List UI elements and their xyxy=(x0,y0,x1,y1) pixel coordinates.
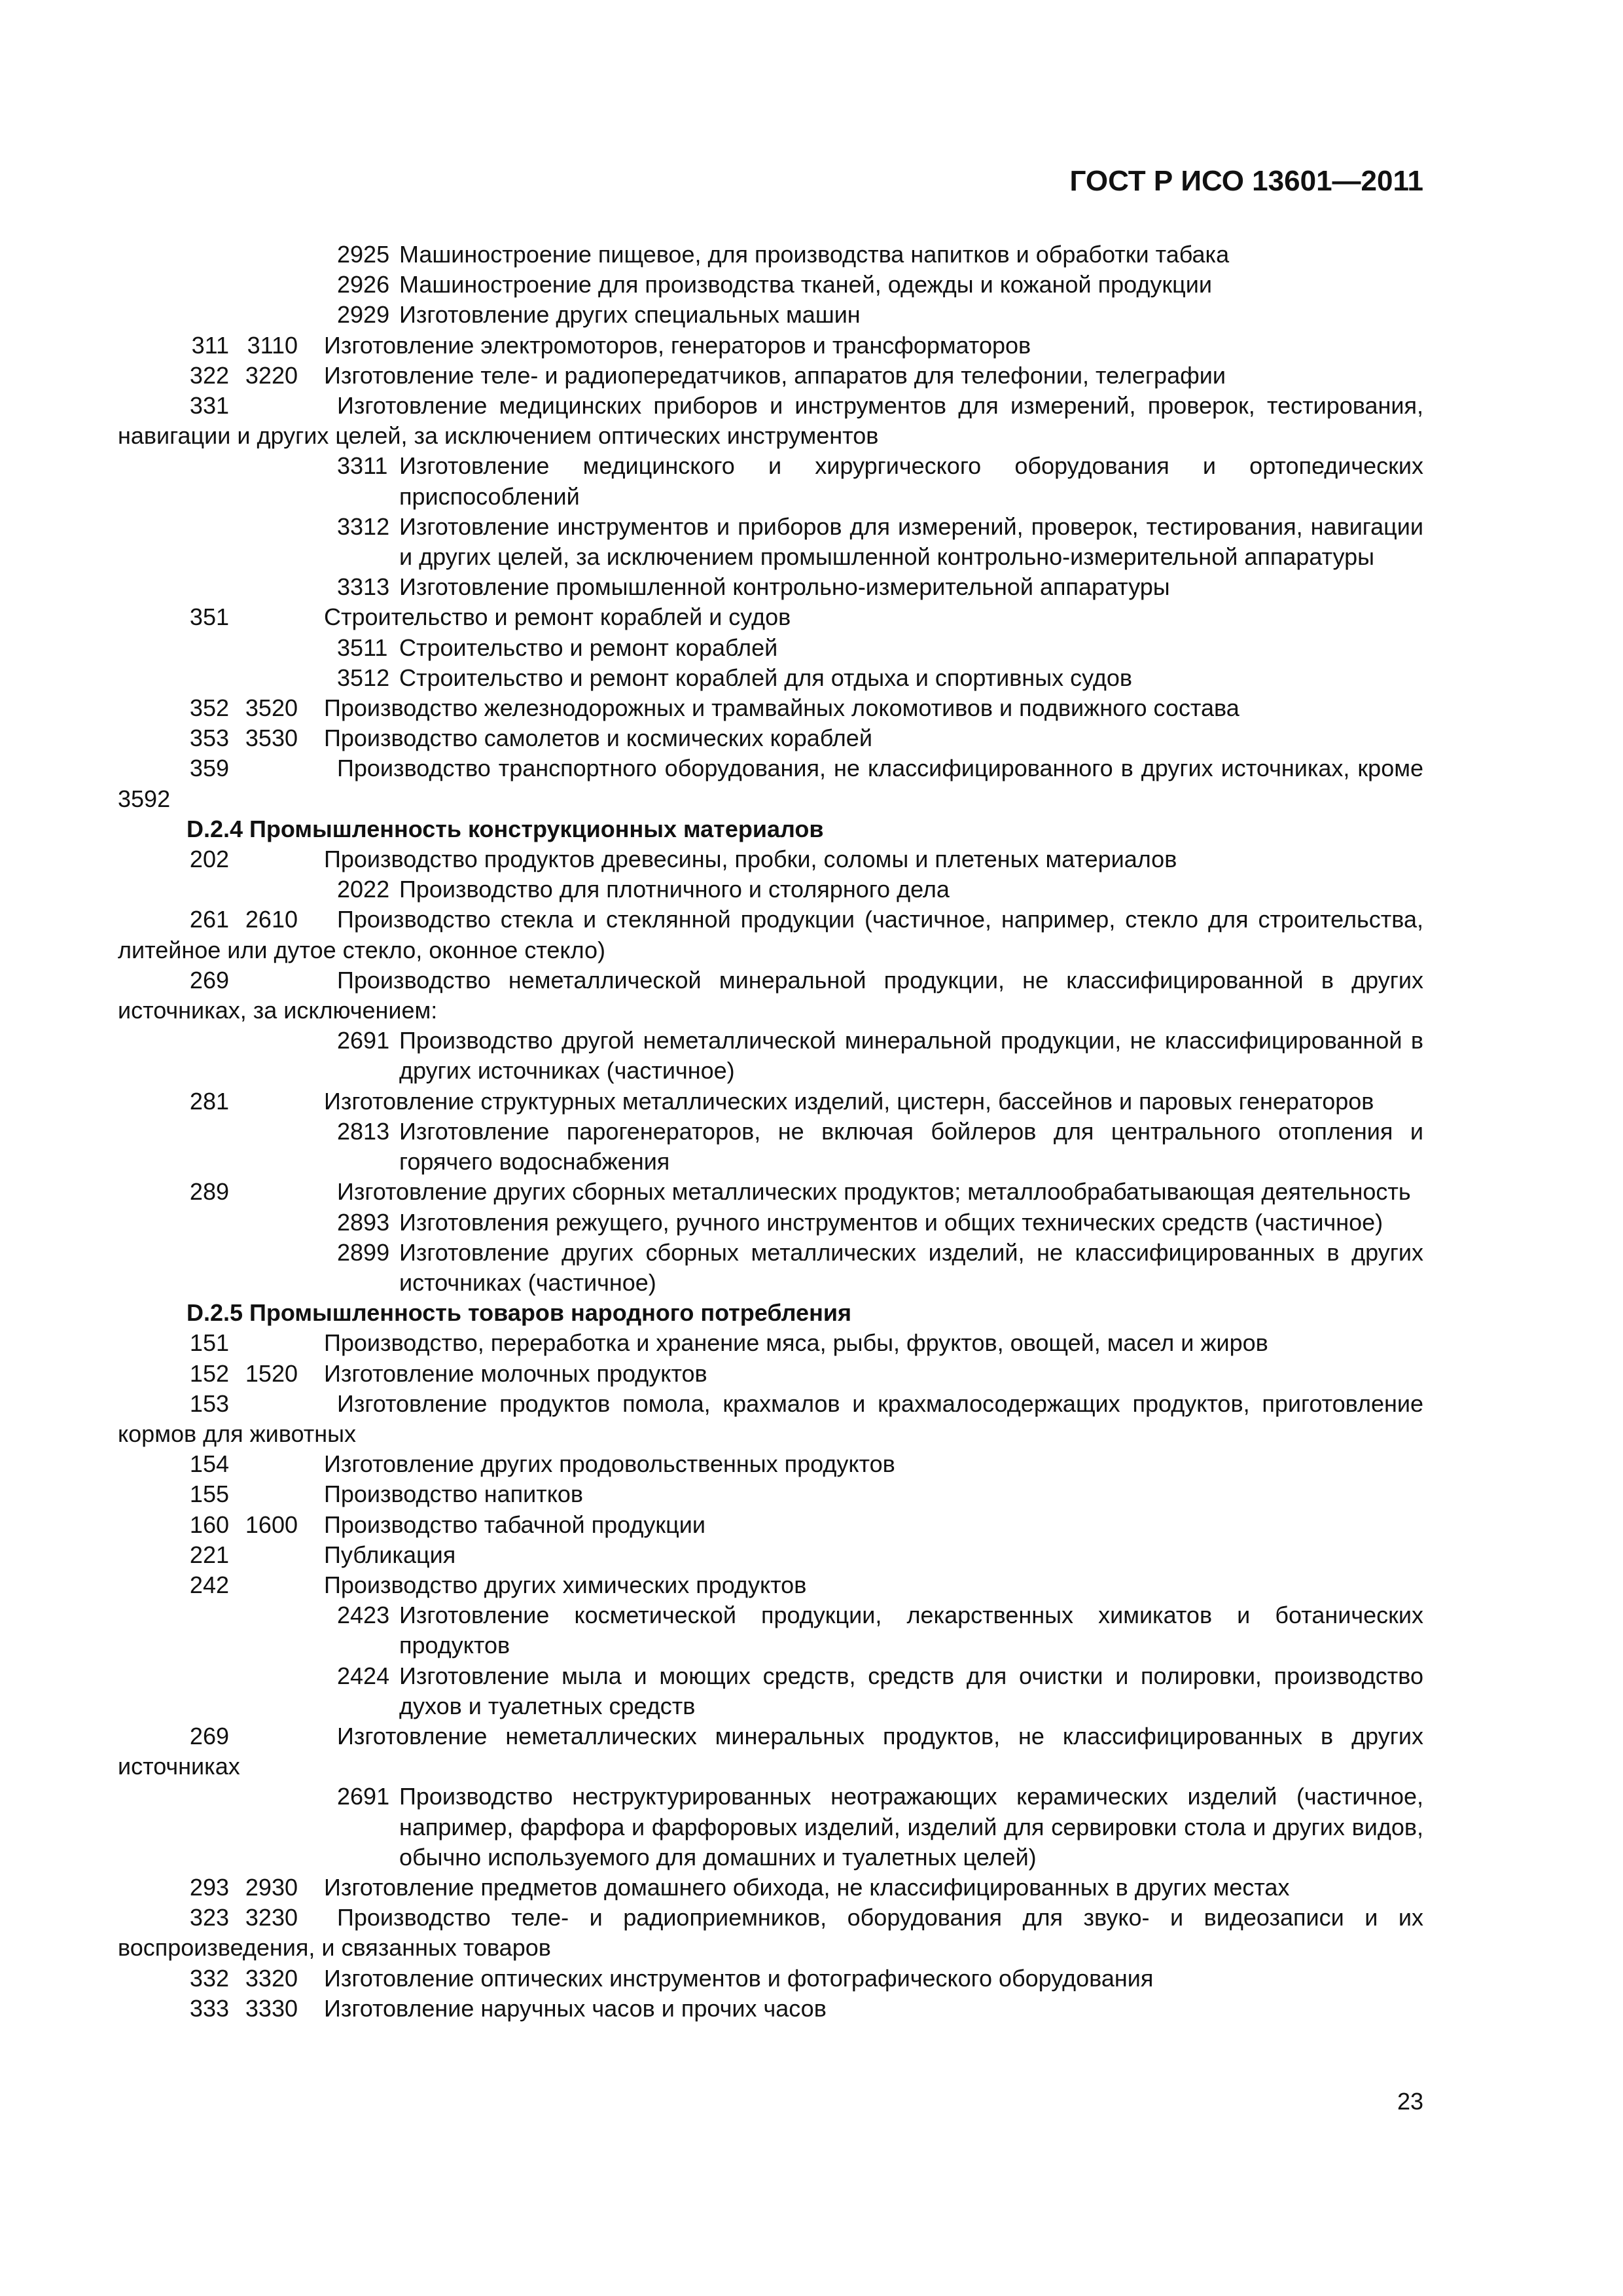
class-text: Изготовление электромоторов, генераторов и трансформаторов xyxy=(324,331,1031,359)
class-subcode xyxy=(229,1086,298,1117)
class-text: Изготовление оптических инструментов и фотографического оборудования xyxy=(324,1964,1154,1992)
subclass-row xyxy=(118,633,1423,663)
class-code: 359 xyxy=(189,755,229,782)
class-text: Производство транспортного оборудования, не классифицированного в других источниках, кроме 3592 xyxy=(118,755,1423,812)
class-text: Изготовление теле- и радиопередатчиков, аппаратов для телефонии, телеграфии xyxy=(324,361,1226,389)
class-row-wrapped xyxy=(118,1389,1423,1449)
subclass-text: Изготовление инструментов и приборов для измерений, проверок, тестирования, навигации и других целей, за исключением промышленной контрольно-измерительной аппаратуры xyxy=(399,512,1423,571)
class-row xyxy=(118,1449,1423,1479)
class-code: 322 xyxy=(189,361,229,389)
class-code: 333 xyxy=(189,1994,229,2022)
subclass-code: 2899 xyxy=(337,1238,390,1266)
class-code: 202 xyxy=(189,846,229,873)
class-subcode xyxy=(229,1479,298,1509)
class-subcode xyxy=(229,602,298,632)
class-text: Производство табачной продукции xyxy=(324,1511,705,1538)
subclass-text: Производство неструктурированных неотражающих керамических изделий (частичное, например, фарфора и фарфоровых изделий, изделий для сервировки стола и других видов, обычно используемого для домашних и туалетных целей) xyxy=(399,1783,1423,1871)
class-code: 221 xyxy=(189,1541,229,1568)
subclass-code: 2925 xyxy=(337,241,390,268)
subclass-row xyxy=(118,1238,1423,1298)
class-text: Производство напитков xyxy=(324,1480,584,1508)
subclass-row xyxy=(118,1661,1423,1721)
class-row-wrapped xyxy=(118,391,1423,451)
class-text: Производство неметаллической минеральной продукции, не классифицированной в других источниках, за исключением: xyxy=(118,966,1423,1024)
subclass-row xyxy=(118,1600,1423,1660)
subclass-text: Производство другой неметаллической минеральной продукции, не классифицированной в других источниках (частичное) xyxy=(399,1027,1423,1085)
classification-list xyxy=(118,240,1423,2024)
subclass-row xyxy=(118,1117,1423,1177)
subclass-code: 2424 xyxy=(337,1662,390,1689)
class-code: 323 xyxy=(189,1904,229,1931)
class-subcode: 2930 xyxy=(245,1873,298,1901)
class-subcode xyxy=(229,844,298,874)
class-row-wrapped xyxy=(118,753,1423,814)
class-row-wrapped xyxy=(118,1177,1423,1207)
class-row-wrapped xyxy=(118,965,1423,1026)
class-row xyxy=(118,723,1423,753)
class-row xyxy=(118,1479,1423,1509)
class-code: 261 xyxy=(189,906,229,933)
class-row xyxy=(118,1994,1423,2024)
subclass-code: 2926 xyxy=(337,271,390,298)
page-number: 23 xyxy=(1397,2088,1423,2115)
class-row xyxy=(118,693,1423,723)
class-code: 160 xyxy=(189,1511,229,1538)
class-text: Строительство и ремонт кораблей и судов xyxy=(324,603,791,631)
class-row xyxy=(118,1359,1423,1389)
class-row xyxy=(118,1570,1423,1600)
subclass-text: Изготовление косметической продукции, лекарственных химикатов и ботанических продуктов xyxy=(399,1602,1423,1659)
subclass-row xyxy=(118,300,1423,330)
class-subcode xyxy=(229,1540,298,1570)
subclass-text: Изготовление других специальных машин xyxy=(399,301,861,329)
class-code: 269 xyxy=(189,966,229,994)
class-subcode: 2610 xyxy=(245,906,298,933)
class-subcode: 3520 xyxy=(245,694,298,722)
class-row xyxy=(118,1510,1423,1540)
class-code: 281 xyxy=(189,1087,229,1115)
class-subcode: 3230 xyxy=(245,1904,298,1931)
class-text: Производство других химических продуктов xyxy=(324,1571,807,1598)
class-text: Публикация xyxy=(324,1541,456,1568)
subclass-code: 3512 xyxy=(337,664,390,691)
subclass-row xyxy=(118,240,1423,270)
class-row xyxy=(118,1540,1423,1570)
subclass-code: 2691 xyxy=(337,1783,390,1810)
subclass-code: 2423 xyxy=(337,1602,390,1629)
subclass-code: 2691 xyxy=(337,1027,390,1054)
class-row xyxy=(118,1328,1423,1358)
class-code: 152 xyxy=(189,1359,229,1387)
subclass-text: Изготовление мыла и моющих средств, средств для очистки и полировки, производство духов и туалетных средств xyxy=(399,1662,1423,1719)
class-row xyxy=(118,1086,1423,1117)
class-subcode: 3320 xyxy=(245,1964,298,1992)
class-text: Изготовление других сборных металлических продуктов; металлообрабатывающая деятельность xyxy=(337,1178,1411,1206)
class-row-wrapped xyxy=(118,905,1423,965)
class-code: 269 xyxy=(189,1722,229,1749)
subclass-text: Изготовление других сборных металлических изделий, не классифицированных в других источниках (частичное) xyxy=(399,1238,1423,1296)
subclass-code: 3312 xyxy=(337,512,390,540)
class-code: 242 xyxy=(189,1571,229,1598)
subclass-text: Производство для плотничного и столярного дела xyxy=(399,876,950,903)
class-code: 289 xyxy=(189,1178,229,1206)
class-subcode: 3220 xyxy=(245,361,298,389)
subclass-code: 2929 xyxy=(337,301,390,329)
class-text: Изготовление наручных часов и прочих часов xyxy=(324,1994,827,2022)
section-heading: D.2.4 Промышленность конструкционных материалов xyxy=(187,815,824,842)
class-code: 332 xyxy=(189,1964,229,1992)
subclass-code: 3511 xyxy=(337,634,388,661)
class-text: Производство железнодорожных и трамвайных локомотивов и подвижного состава xyxy=(324,694,1240,722)
class-text: Изготовление неметаллических минеральных продуктов, не классифицированных в других источниках xyxy=(118,1722,1423,1780)
class-subcode: 1600 xyxy=(245,1511,298,1538)
subclass-text: Изготовление медицинского и хирургического оборудования и ортопедических приспособлений xyxy=(399,452,1423,510)
class-code: 352 xyxy=(189,694,229,722)
class-row xyxy=(118,1964,1423,1994)
class-subcode: 1520 xyxy=(245,1359,298,1387)
class-code: 331 xyxy=(189,392,229,420)
class-code: 155 xyxy=(189,1480,229,1508)
class-code: 353 xyxy=(189,725,229,752)
class-text: Производство, переработка и хранение мяса, рыбы, фруктов, овощей, масел и жиров xyxy=(324,1329,1268,1357)
class-text: Изготовление молочных продуктов xyxy=(324,1359,707,1387)
class-text: Изготовление предметов домашнего обихода, не классифицированных в других местах xyxy=(324,1873,1290,1901)
subclass-row xyxy=(118,572,1423,602)
class-subcode xyxy=(229,1570,298,1600)
class-text: Изготовление структурных металлических изделий, цистерн, бассейнов и паровых генераторов xyxy=(324,1087,1374,1115)
subclass-row xyxy=(118,270,1423,300)
subclass-row xyxy=(118,663,1423,693)
class-row xyxy=(118,331,1423,361)
class-subcode xyxy=(229,1449,298,1479)
class-text: Производство стекла и стеклянной продукции (частичное, например, стекло для строительства, литейное или дутое стекло, оконное стекло) xyxy=(118,906,1423,963)
subclass-row xyxy=(118,874,1423,905)
subclass-text: Изготовление промышленной контрольно-измерительной аппаратуры xyxy=(399,573,1170,601)
class-row xyxy=(118,361,1423,391)
document-header: ГОСТ Р ИСО 13601—2011 xyxy=(1069,165,1423,197)
class-code: 153 xyxy=(189,1390,229,1417)
class-row-wrapped xyxy=(118,1903,1423,1963)
class-code: 351 xyxy=(189,603,229,631)
class-code: 293 xyxy=(189,1873,229,1901)
subclass-row xyxy=(118,451,1423,511)
subclass-text: Строительство и ремонт кораблей для отдыха и спортивных судов xyxy=(399,664,1133,691)
class-subcode: 3330 xyxy=(245,1994,298,2022)
class-code: 311 xyxy=(191,331,229,359)
class-subcode xyxy=(229,1328,298,1358)
subclass-row xyxy=(118,1026,1423,1086)
class-text: Изготовление других продовольственных продуктов xyxy=(324,1450,895,1478)
class-subcode: 3110 xyxy=(247,331,298,359)
subclass-code: 3311 xyxy=(337,452,388,480)
subclass-code: 3313 xyxy=(337,573,390,601)
class-text: Изготовление продуктов помола, крахмалов и крахмалосодержащих продуктов, приготовление кормов для животных xyxy=(118,1390,1423,1447)
subclass-code: 2022 xyxy=(337,876,390,903)
class-row-wrapped xyxy=(118,1721,1423,1782)
subclass-row xyxy=(118,1782,1423,1873)
class-text: Производство теле- и радиоприемников, оборудования для звуко- и видеозаписи и их воспроизведения, и связанных товаров xyxy=(118,1904,1423,1962)
subclass-text: Машиностроение для производства тканей, одежды и кожаной продукции xyxy=(399,271,1212,298)
subclass-text: Строительство и ремонт кораблей xyxy=(399,634,778,661)
class-row xyxy=(118,844,1423,874)
section-heading: D.2.5 Промышленность товаров народного потребления xyxy=(187,1299,851,1327)
subclass-text: Машиностроение пищевое, для производства напитков и обработки табака xyxy=(399,241,1230,268)
class-row xyxy=(118,1873,1423,1903)
class-text: Изготовление медицинских приборов и инструментов для измерений, проверок, тестирования, навигации и других целей, за исключением оптических инструментов xyxy=(118,392,1423,450)
class-code: 151 xyxy=(189,1329,229,1357)
class-text: Производство продуктов древесины, пробки, соломы и плетеных материалов xyxy=(324,846,1177,873)
subclass-code: 2893 xyxy=(337,1208,390,1236)
subclass-code: 2813 xyxy=(337,1117,390,1145)
class-row xyxy=(118,602,1423,632)
subclass-row xyxy=(118,512,1423,572)
class-text: Производство самолетов и космических кораблей xyxy=(324,725,872,752)
class-subcode: 3530 xyxy=(245,725,298,752)
subclass-text: Изготовления режущего, ручного инструментов и общих технических средств (частичное) xyxy=(399,1208,1383,1236)
subclass-text: Изготовление парогенераторов, не включая бойлеров для центрального отопления и горячего водоснабжения xyxy=(399,1117,1423,1175)
subclass-row xyxy=(118,1208,1423,1238)
class-code: 154 xyxy=(189,1450,229,1478)
